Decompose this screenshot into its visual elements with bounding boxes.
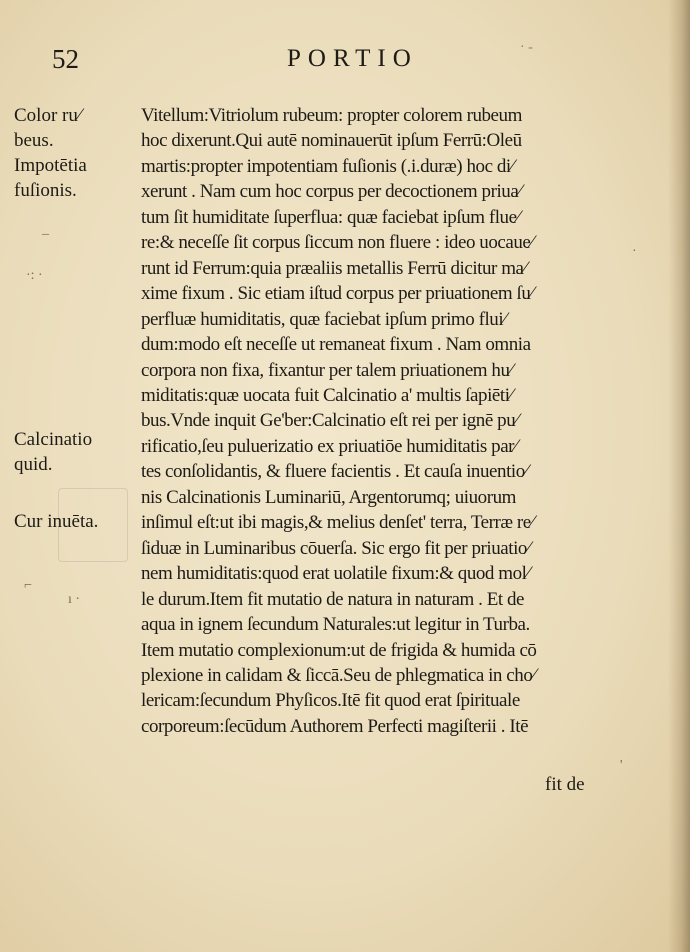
- text-line: xerunt . Nam cum hoc corpus per decoctionem priua⁄: [141, 181, 522, 203]
- text-line: perfluæ humiditatis, quæ faciebat ipſum primo flui⁄: [141, 308, 506, 330]
- text-line: nis Calcinationis Luminariū, Argentorumq; uiuorum: [141, 486, 516, 508]
- text-line: inſimul eſt:ut ibi magis,& melius denſet' terra, Terræ re⁄: [141, 512, 534, 534]
- sidenote-line: Calcinatio: [14, 429, 93, 450]
- text-line: Vitellum:Vitriolum rubeum: propter colorem rubeum: [141, 105, 522, 126]
- text-line: runt id Ferrum:quia præaliis metallis Ferrū dicitur ma⁄: [141, 257, 527, 279]
- text-line: tum ſit humiditate ſuperflua: quæ faciebat ipſum flue⁄: [141, 206, 520, 228]
- text-line: corporeum:ſecūdum Authorem Perfecti magiſterii . Itē: [141, 715, 529, 737]
- sidenote-line: Color ru⁄: [14, 105, 82, 126]
- text-line: Item mutatio complexionum:ut de frigida & humida cō: [141, 639, 537, 661]
- sidenote-line: Cur inuēta.: [14, 511, 99, 532]
- text-line: dum:modo eſt neceſſe ut remaneat fixum . Nam omnia: [141, 334, 531, 356]
- text-line: corpora non fixa, fixantur per talem priuationem hu⁄: [141, 359, 513, 381]
- text-line: le durum.Item fit mutatio de natura in naturam . Et de: [141, 588, 525, 610]
- ink-mark: ·: [632, 244, 637, 259]
- text-line: miditatis:quæ uocata fuit Calcinatio a' multis ſapiēti⁄: [141, 384, 513, 406]
- text-line: ſiduæ in Luminaribus cōuerſa. Sic ergo fit per priuatio⁄: [141, 537, 530, 559]
- text-line: tes conſolidantis, & fluere facientis . Et cauſa inuentio⁄: [141, 461, 528, 483]
- sidenote-cur-inueta: [14, 509, 98, 534]
- text-line: nem humiditatis:quod erat uolatile fixum:& quod mol⁄: [141, 563, 530, 585]
- text-line: hoc dixerunt.Qui autē nominauerūt ipſum Ferrū:Oleū: [141, 130, 522, 152]
- sidenote-color-rubeus: [14, 103, 87, 203]
- sidenote-line: fuſionis.: [14, 180, 77, 201]
- ink-mark: ı ·: [68, 592, 81, 607]
- ink-mark: ': [620, 758, 623, 773]
- page-gutter-shadow: [668, 0, 690, 952]
- print-mark: · -: [520, 40, 533, 55]
- ink-mark: ⌐: [24, 578, 32, 593]
- text-line: plexione in calidam & ſiccā.Seu de phlegmatica in cho⁄: [141, 664, 536, 686]
- ink-mark: ·: ·: [26, 268, 43, 283]
- sidenote-line: Impotētia: [14, 155, 87, 176]
- text-line: aqua in ignem ſecundum Naturales:ut legitur in Turba.: [141, 614, 530, 636]
- text-line: re:& neceſſe ſit corpus ſiccum non fluere : ideo uocaue⁄: [141, 232, 534, 254]
- page-number: 52: [52, 44, 79, 74]
- sidenote-line: beus.: [14, 130, 54, 151]
- text-line: rificatio,ſeu puluerizatio ex priuatiōe humiditatis par⁄: [141, 435, 517, 457]
- sidenote-calcinatio-quid: [14, 427, 92, 477]
- text-line: martis:propter impotentiam fuſionis (.i.duræ) hoc di⁄: [141, 155, 514, 177]
- ink-mark: _: [42, 222, 49, 237]
- running-head: PORTIO: [287, 45, 418, 72]
- sidenote-line: quid.: [14, 454, 53, 475]
- main-text-block: [141, 103, 626, 739]
- text-line: xime fixum . Sic etiam iſtud corpus per priuationem ſu⁄: [141, 283, 534, 305]
- catchword: fit de: [545, 774, 585, 795]
- text-line: lericam:ſecundum Phyſicos.Itē fit quod erat ſpirituale: [141, 690, 520, 712]
- text-line: bus.Vnde inquit Ge'ber:Calcinatio eſt rei per ignē pu⁄: [141, 410, 518, 432]
